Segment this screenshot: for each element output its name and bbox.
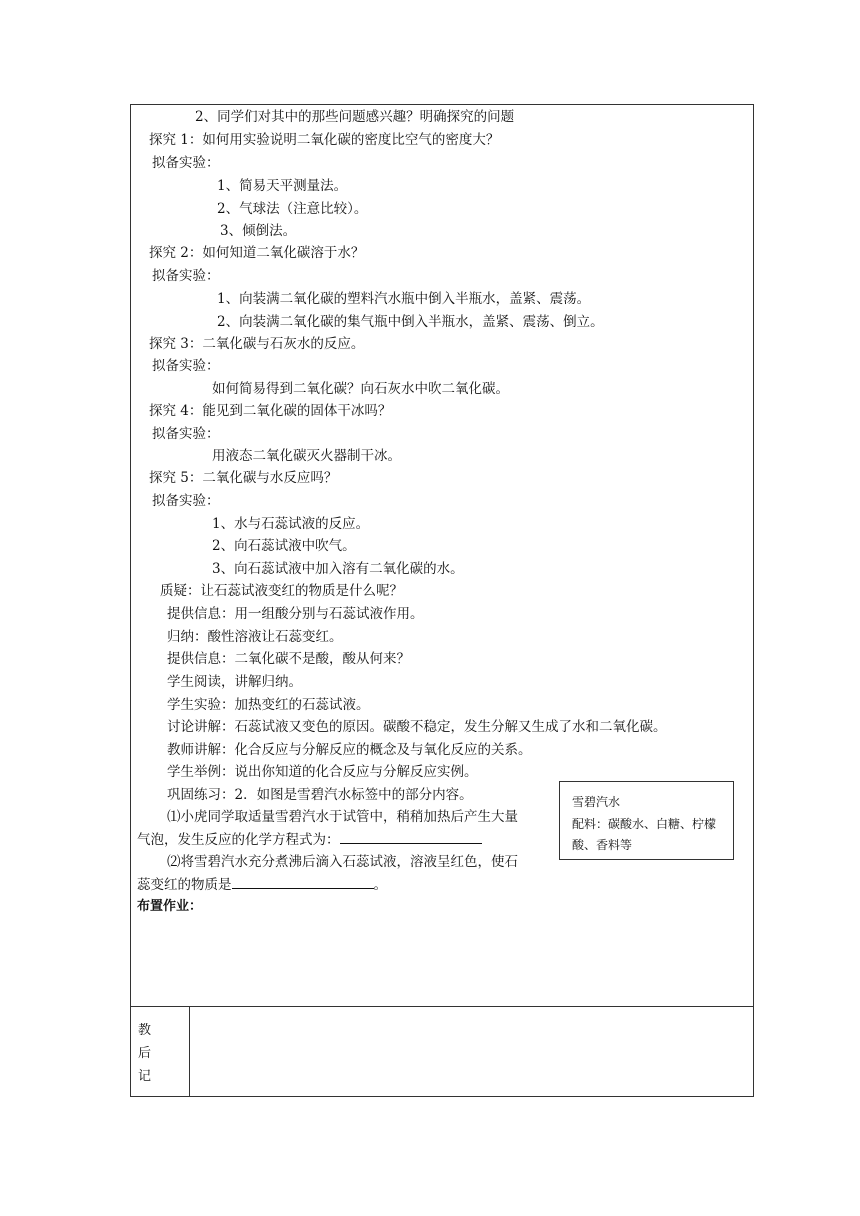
experiment-item: 用液态二氧化碳灭火器制干冰。 <box>212 448 401 464</box>
footer-label-char: 记 <box>138 1069 152 1084</box>
inquiry-3: 探究 3：二氧化碳与石灰水的反应。 <box>149 336 365 352</box>
exercise-part-1: ⑴小虎同学取适量雪碧汽水于试管中，稍稍加热后产生大量 <box>167 809 518 825</box>
experiment-item: 2、向装满二氧化碳的集气瓶中倒入半瓶水，盖紧、震荡、倒立。 <box>217 314 604 330</box>
experiment-item: 3、向石蕊试液中加入溶有二氧化碳的水。 <box>212 561 464 577</box>
inquiry-4: 探究 4：能见到二氧化碳的固体干冰吗？ <box>149 403 392 419</box>
exercise-part-1-cont <box>137 829 482 850</box>
homework-heading: 布置作业： <box>137 899 203 914</box>
info-line: 提供信息：用一组酸分别与石蕊试液作用。 <box>167 606 424 622</box>
activity-line: 学生阅读，讲解归纳。 <box>167 674 302 690</box>
plan-label: 拟备实验： <box>152 155 220 171</box>
experiment-item: 2、向石蕊试液中吹气。 <box>212 538 356 554</box>
info-line: 提供信息：二氧化碳不是酸，酸从何来？ <box>167 651 410 667</box>
footer-row-divider <box>130 1006 754 1007</box>
experiment-item: 如何简易得到二氧化碳？向石灰水中吹二氧化碳。 <box>212 381 509 397</box>
discussion-line: 讨论讲解：石蕊试液又变色的原因。碳酸不稳定，发生分解又生成了水和二氧化碳。 <box>167 719 667 735</box>
activity-line: 学生实验：加热变红的石蕊试液。 <box>167 697 370 713</box>
summary-line: 归纳：酸性溶液让石蕊变红。 <box>167 629 343 645</box>
inquiry-1: 探究 1：如何用实验说明二氧化碳的密度比空气的密度大？ <box>149 132 500 148</box>
student-line: 学生举例：说出你知道的化合反应与分解反应实例。 <box>167 764 478 780</box>
teacher-line: 教师讲解：化合反应与分解反应的概念及与氧化反应的关系。 <box>167 742 532 758</box>
experiment-item: 1、水与石蕊试液的反应。 <box>212 516 370 532</box>
experiment-item: 3、倾倒法。 <box>220 223 297 239</box>
question-intro: 2、同学们对其中的那些问题感兴趣？明确探究的问题 <box>195 109 515 125</box>
exercise-part-2: ⑵将雪碧汽水充分煮沸后滴入石蕊试液，溶液呈红色，使石 <box>167 854 518 870</box>
label-ingredients-cont: 酸、香料等 <box>572 838 633 852</box>
exercise-part-2-cont <box>137 874 387 895</box>
exercise-line: 巩固练习：2．如图是雪碧汽水标签中的部分内容。 <box>167 787 473 803</box>
footer-label-char: 教 <box>138 1023 152 1038</box>
label-ingredients: 配料：碳酸水、白糖、柠檬 <box>572 817 717 831</box>
label-title: 雪碧汽水 <box>572 795 621 809</box>
plan-label: 拟备实验： <box>152 268 220 284</box>
experiment-item: 2、气球法（注意比较）。 <box>217 201 368 217</box>
inquiry-2: 探究 2：如何知道二氧化碳溶于水？ <box>149 245 365 261</box>
footer-column-divider <box>189 1006 190 1097</box>
plan-label: 拟备实验： <box>152 493 220 509</box>
answer-blank[interactable] <box>340 829 482 844</box>
footer-label-char: 后 <box>138 1046 152 1061</box>
sprite-label-box <box>559 781 734 860</box>
plan-label: 拟备实验： <box>152 358 220 374</box>
period: 。 <box>373 877 387 893</box>
exercise-text: 蕊变红的物质是 <box>137 877 232 893</box>
answer-blank[interactable] <box>232 874 374 889</box>
plan-label: 拟备实验： <box>152 426 220 442</box>
experiment-item: 1、向装满二氧化碳的塑料汽水瓶中倒入半瓶水，盖紧、震荡。 <box>217 291 591 307</box>
question-line: 质疑：让石蕊试液变红的物质是什么呢？ <box>160 583 403 599</box>
exercise-text: 气泡，发生反应的化学方程式为： <box>137 832 340 848</box>
experiment-item: 1、简易天平测量法。 <box>217 178 348 194</box>
inquiry-5: 探究 5：二氧化碳与水反应吗？ <box>149 470 338 486</box>
